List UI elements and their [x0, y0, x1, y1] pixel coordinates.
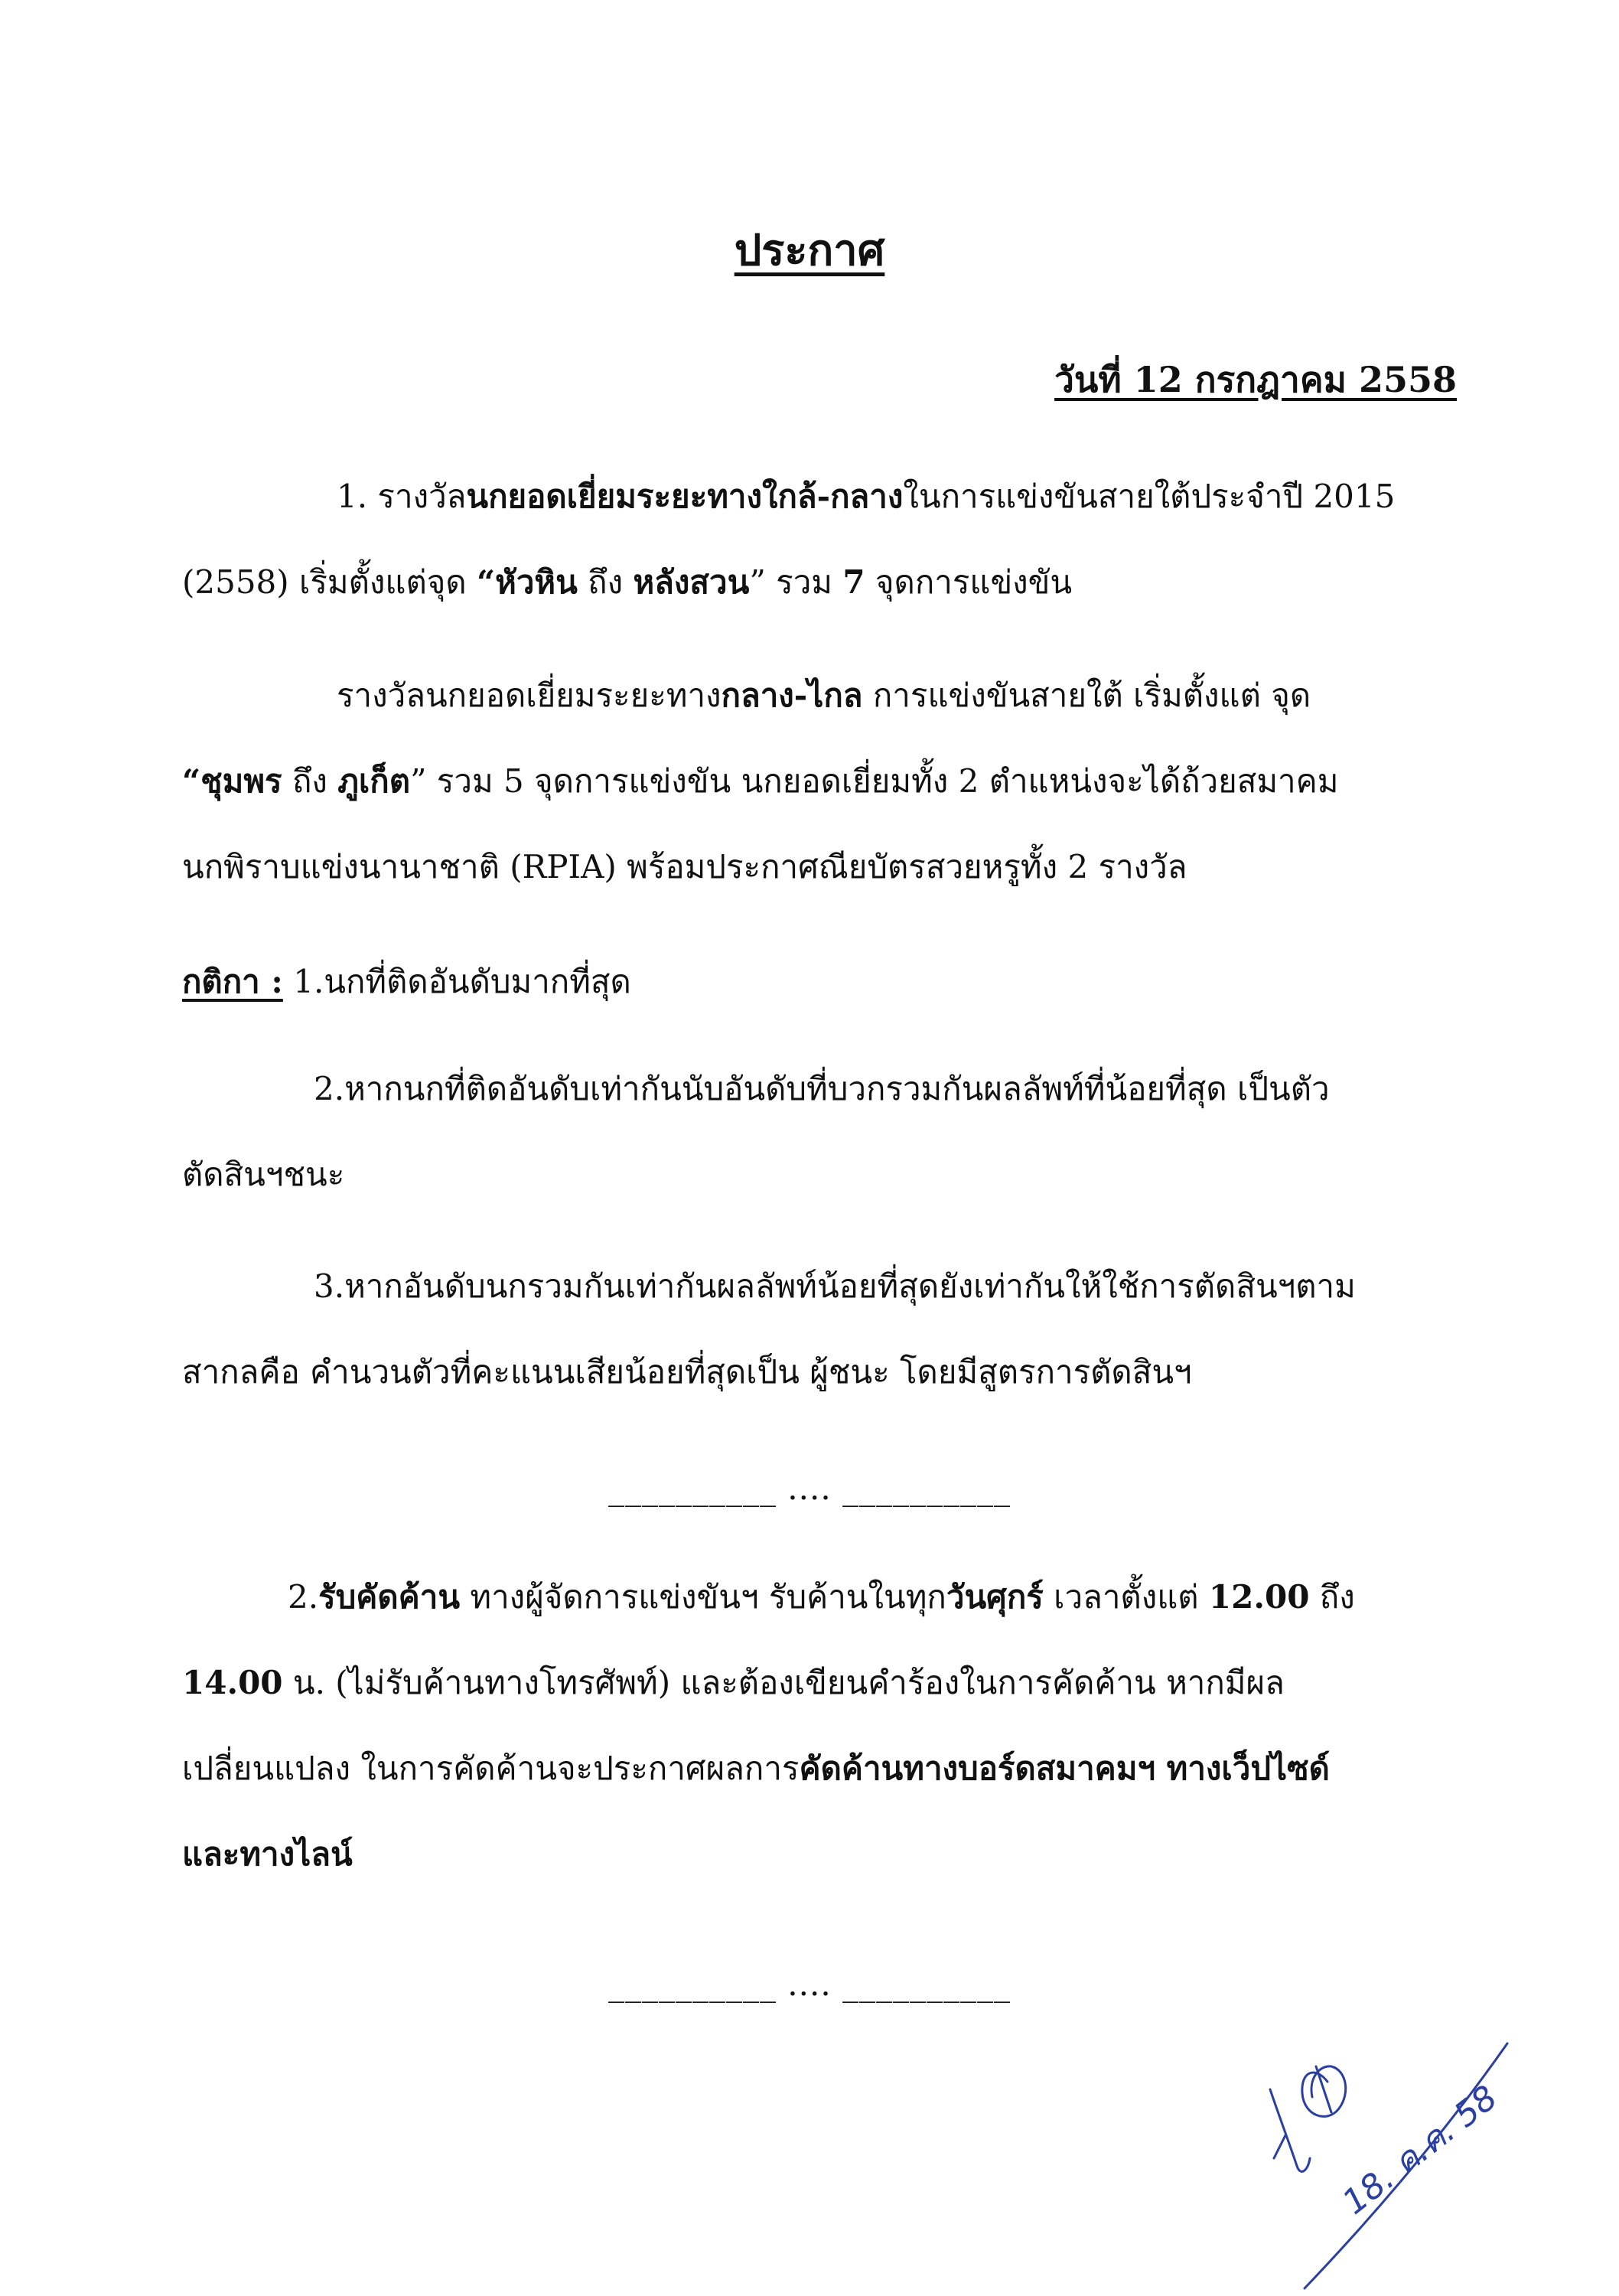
item2-line3 — [182, 1750, 1330, 1787]
rule-2-line2: ตัดสินฯชนะ — [182, 1156, 345, 1193]
item2-start-time: 12.00 — [1208, 1578, 1310, 1616]
item2-channels: คัดค้านทางบอร์ดสมาคมฯ ทางเว็ปไซด์ — [799, 1750, 1330, 1787]
item2-end-time: 14.00 — [182, 1664, 283, 1701]
item2-line1-text: ทางผู้จัดการแข่งขันฯ รับค้านในทุก — [460, 1578, 946, 1616]
item1-award-name: นกยอดเยี่ยมระยะทางใกล้-กลาง — [466, 478, 904, 515]
item2-line4: และทางไลน์ — [182, 1835, 353, 1873]
item1-to-word: ถึง — [577, 563, 634, 601]
para2-line2 — [182, 762, 1339, 800]
para2-line1 — [337, 677, 1311, 714]
item1-line1-prefix: 1. รางวัล — [337, 478, 467, 515]
announcement-date: วันที่ 12 กรกฎาคม 2558 — [1054, 359, 1457, 400]
rules-label: กติกา : — [182, 963, 283, 1000]
item2-line2 — [182, 1664, 1285, 1701]
para2-start-point: “ชุมพร — [182, 762, 282, 800]
para2-end-point: ภูเก็ต — [337, 762, 410, 800]
item1-line2-suffix: จุดการแข่งขัน — [865, 563, 1073, 601]
item2-line2-text: น. (ไม่รับค้านทางโทรศัพท์) และต้องเขียนคำร้องในการคัดค้าน หากมีผล — [282, 1664, 1285, 1701]
item1-line1-suffix: ในการแข่งขันสายใต้ประจำปี 2015 — [903, 478, 1396, 515]
item2-to-word: ถึง — [1309, 1578, 1355, 1616]
para2-to-word: ถึง — [282, 762, 338, 800]
para2-line2-suffix: ” รวม 5 จุดการแข่งขัน นกยอดเยี่ยมทั้ง 2 ตำแหน่งจะได้ถ้วยสมาคม — [409, 762, 1339, 800]
item2-line3-text: เปลี่ยนแปลง ในการคัดค้านจะประกาศผลการ — [182, 1750, 800, 1787]
signature-date: 18. ค.ค. 58 — [1335, 2078, 1505, 2223]
item1-line2 — [182, 563, 1073, 601]
item2-line1 — [288, 1578, 1355, 1616]
rule-3-line2: สากลคือ คำนวนตัวที่คะแนนเสียน้อยที่สุดเป็น ผู้ชนะ โดยมีสูตรการตัดสินฯ — [182, 1353, 1192, 1391]
para2-distance: กลาง-ไกล — [721, 677, 863, 714]
item1-line1 — [337, 478, 1396, 515]
para2-line3: นกพิราบแข่งนานาชาติ (RPIA) พร้อมประกาศณียบัตรสวยหรูทั้ง 2 รางวัล — [182, 848, 1187, 885]
item2-day: วันศุกร์ — [946, 1578, 1044, 1616]
page-title: ประกาศ — [734, 225, 885, 276]
item2-heading: รับคัดค้าน — [318, 1578, 461, 1616]
rules-line1 — [182, 963, 631, 1000]
item2-number: 2. — [288, 1578, 319, 1616]
item1-total-word: ” รวม — [749, 563, 843, 601]
rule-1: 1.นกที่ติดอันดับมากที่สุด — [293, 963, 631, 1000]
para2-line1-suffix: การแข่งขันสายใต้ เริ่มตั้งแต่ จุด — [862, 677, 1311, 714]
item2-time-word: เวลาตั้งแต่ — [1043, 1578, 1209, 1616]
rule-2-line1: 2.หากนกที่ติดอันดับเท่ากันนับอันดับที่บวกรวมกันผลลัพท์ที่น้อยที่สุด เป็นตัว — [314, 1070, 1330, 1107]
item1-race-count: 7 — [842, 563, 865, 601]
item1-start-point: “หัวหิน — [476, 563, 578, 601]
section-separator: __________ .... __________ — [608, 1469, 1011, 1507]
rule-3-line1: 3.หากอันดับนกรวมกันเท่ากันผลลัพท์น้อยที่สุดยังเท่ากันให้ใช้การตัดสินฯตาม — [314, 1267, 1356, 1305]
handwritten-signature — [1255, 2036, 1530, 2296]
item1-line2-prefix: (2558) เริ่มตั้งแต่จุด — [182, 563, 477, 601]
para2-line1-prefix: รางวัลนกยอดเยี่ยมระยะทาง — [337, 677, 722, 714]
closing-separator: __________ .... __________ — [608, 1965, 1011, 2003]
item1-end-point: หลังสวน — [633, 563, 750, 601]
